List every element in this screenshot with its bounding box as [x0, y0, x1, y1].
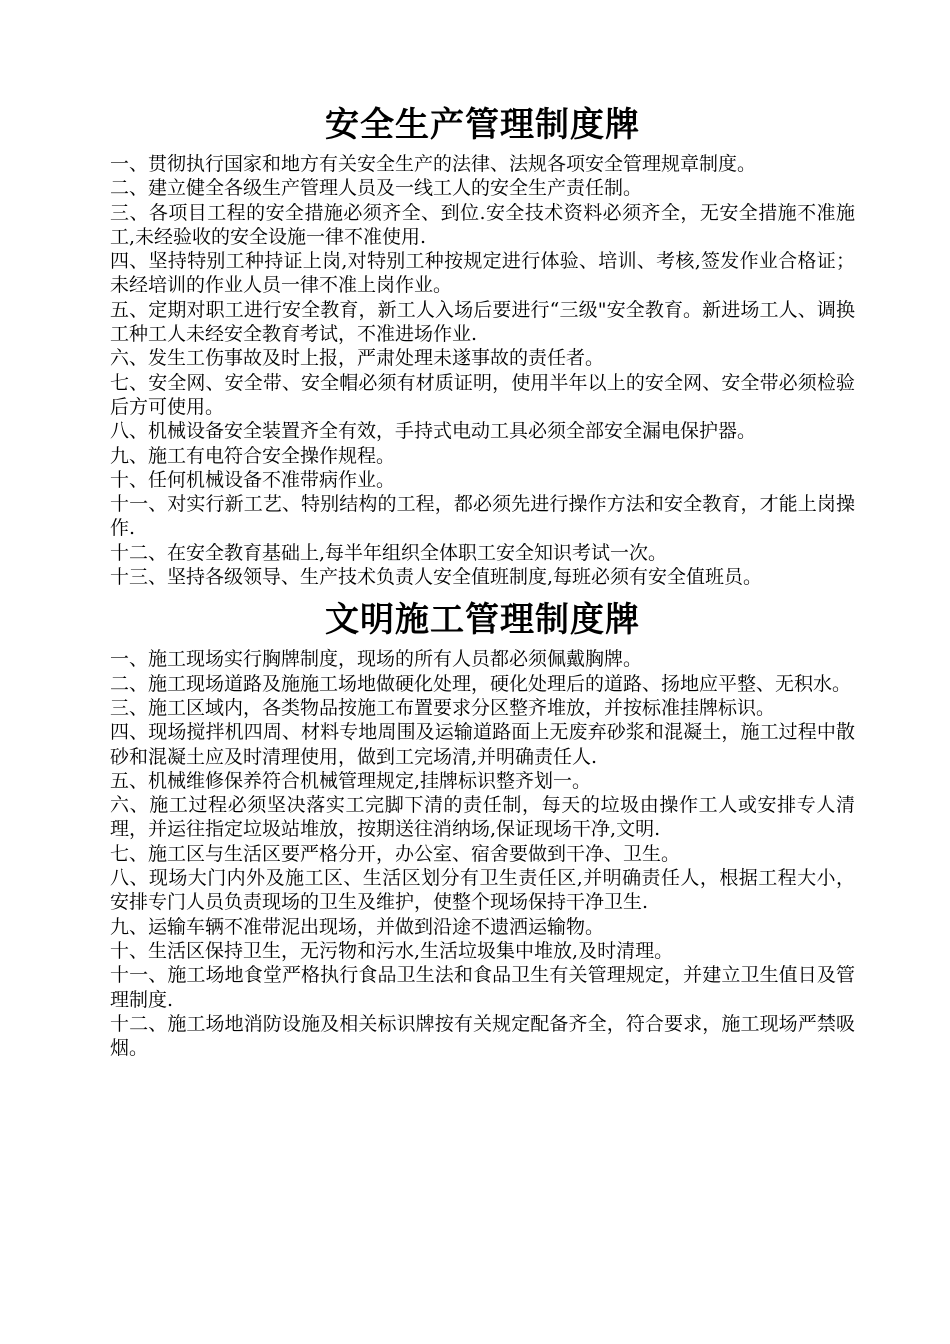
safety-rule-8: 八、机械设备安全装置齐全有效，手持式电动工具必须全部安全漏电保护器。: [110, 420, 757, 443]
safety-rule-4: 四、坚持特别工种持证上岗,对特别工种按规定进行体验、培训、考核,签发作业合格证；未经培训的作业人员一律不准上岗作业。: [110, 250, 855, 297]
civilized-rule-11: 十一、施工场地食堂严格执行食品卫生法和食品卫生有关管理规定，并建立卫生值日及管理制度.: [110, 964, 855, 1011]
civilized-rule-10: 十、生活区保持卫生，无污物和污水,生活垃圾集中堆放,及时清理。: [110, 939, 674, 962]
civilized-rule-12: 十二、施工场地消防设施及相关标识牌按有关规定配备齐全，符合要求，施工现场严禁吸烟。: [110, 1012, 855, 1060]
safety-rule-7: 七、安全网、安全带、安全帽必须有材质证明，使用半年以上的安全网、安全带必须检验后方可使用。: [110, 371, 855, 418]
civilized-construction-title: 文明施工管理制度牌: [325, 600, 640, 641]
civilized-rule-9: 九、运输车辆不准带泥出现场，并做到沿途不遗洒运输物。: [110, 915, 605, 938]
safety-rules-list: [110, 152, 855, 589]
civilized-rule-5: 五、机械维修保养符合机械管理规定,挂牌标识整齐划一。: [110, 769, 592, 792]
safety-rule-6: 六、发生工伤事故及时上报，严肃处理未遂事故的责任者。: [110, 347, 605, 370]
safety-rule-11: 十一、对实行新工艺、特别结构的工程，都必须先进行操作方法和安全教育，才能上岗操作.: [110, 493, 855, 540]
civilized-rule-8: 八、现场大门内外及施工区、生活区划分有卫生责任区,并明确责任人，根据工程大小，安排专门人员负责现场的卫生及维护，使整个现场保持干净卫生.: [110, 867, 855, 914]
safety-rule-12: 十二、在安全教育基础上,每半年组织全体职工安全知识考试一次。: [110, 541, 668, 564]
safety-rule-13: 十三、坚持各级领导、生产技术负责人安全值班制度,每班必须有安全值班员。: [110, 566, 763, 589]
civilized-rule-6: 六、施工过程必须坚决落实工完脚下清的责任制，每天的垃圾由操作工人或安排专人清理，并运往指定垃圾站堆放，按期送往消纳场,保证现场干净,文明.: [110, 794, 855, 841]
safety-rule-10: 十、任何机械设备不准带病作业。: [110, 468, 396, 491]
document-page: [110, 100, 855, 1060]
safety-title: 安全生产管理制度牌: [325, 105, 640, 145]
safety-rule-3: 三、各项目工程的安全措施必须齐全、到位.安全技术资料必须齐全，无安全措施不准施工,未经验收的安全设施一律不准使用.: [110, 201, 855, 248]
civilized-rule-4: 四、现场搅拌机四周、材料专地周围及运输道路面上无废弃砂浆和混凝土，施工过程中散砂和混凝土应及时清理使用，做到工完场清,并明确责任人.: [110, 721, 855, 768]
civilized-rules-list: [110, 647, 855, 1060]
safety-rule-1: 一、贯彻执行国家和地方有关安全生产的法律、法规各项安全管理规章制度。: [110, 153, 757, 175]
civilized-rule-1: 一、施工现场实行胸牌制度，现场的所有人员都必须佩戴胸牌。: [110, 648, 643, 671]
safety-rule-2: 二、建立健全各级生产管理人员及一线工人的安全生产责任制。: [110, 177, 643, 200]
safety-rule-5: 五、定期对职工进行安全教育，新工人入场后要进行“三级"安全教育。新进场工人、调换工种工人未经安全教育考试，不准进场作业.: [110, 298, 855, 346]
civilized-rule-7: 七、施工区与生活区要严格分开，办公室、宿舍要做到干净、卫生。: [110, 842, 681, 865]
civilized-rule-2: 二、施工现场道路及施施工场地做硬化处理，硬化处理后的道路、扬地应平整、无积水。: [110, 672, 852, 695]
safety-rule-9: 九、施工有电符合安全操作规程。: [110, 444, 396, 467]
civilized-rule-3: 三、施工区域内，各类物品按施工布置要求分区整齐堆放，并按标准挂牌标识。: [110, 696, 776, 719]
